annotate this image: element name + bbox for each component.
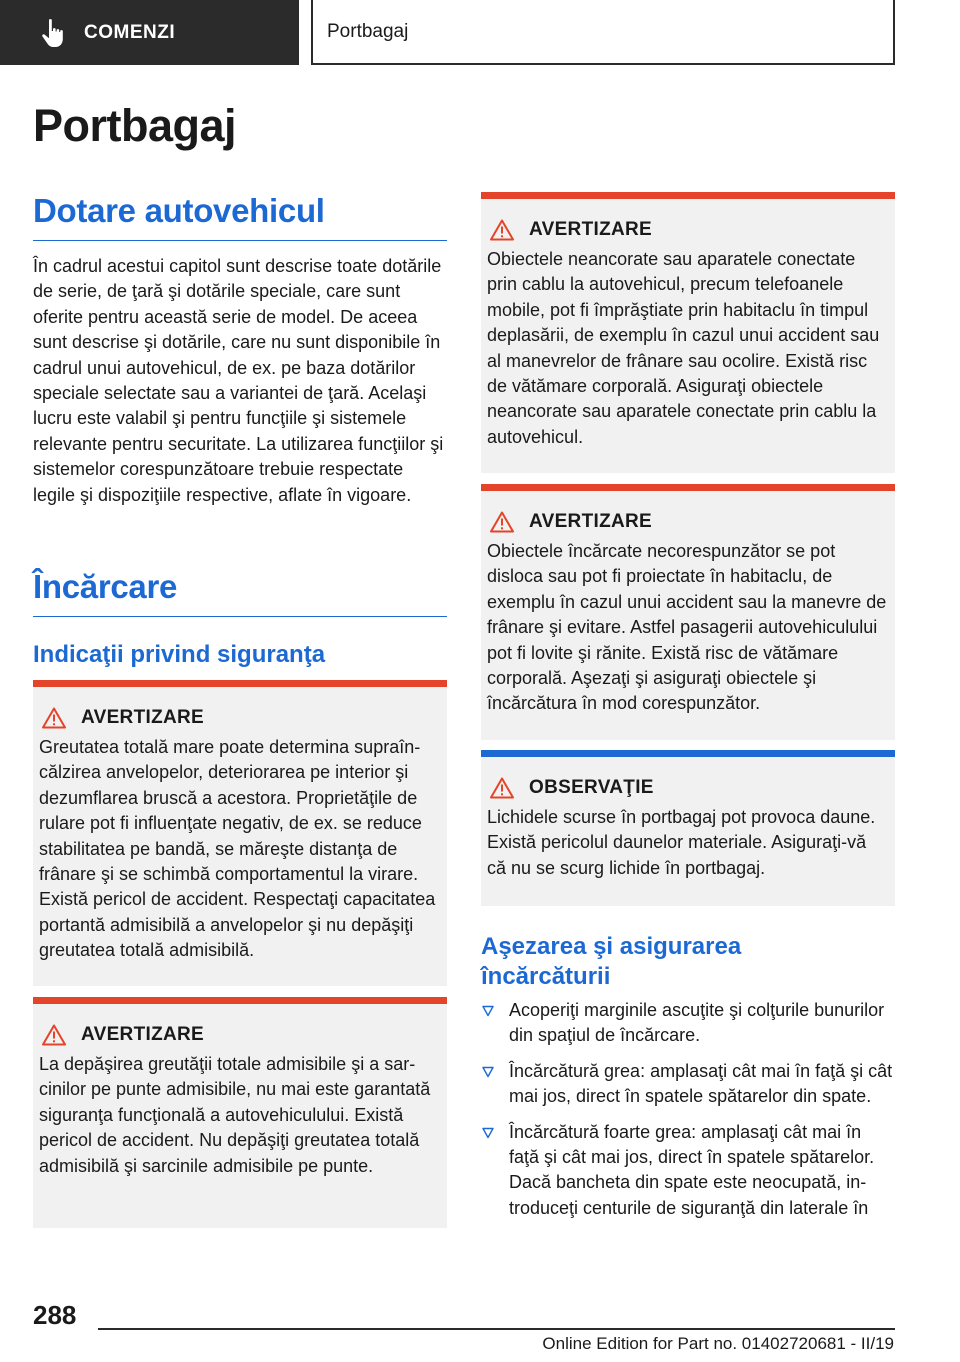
triangle-bullet-icon	[482, 1127, 494, 1139]
list-item: Încărcătură foarte grea: amplasaţi cât mai în faţă şi cât mai jos, direct în spatele spătarelor. Dacă bancheta din spate este neocupată, introduceţi centurile de siguranţă din laterale în	[481, 1120, 895, 1222]
dotare-paragraph: În cadrul acestui capitol sunt descrise toate dotările de serie, de ţară şi dotările speciale, care sunt oferite pentru această serie de model. De aceea sunt descrise şi dotările, care nu sunt disponibile în cadrul unui autovehicul, de ex. pe baza dotărilor speciale selectate sau a variantei de ţară. Acelaşi lucru este valabil şi pentru funcţiile şi sistemele relevante pentru securitate. La utilizarea funcţiilor şi sistemelor corespunzătoare trebuie respectate legile şi dispoziţiile respective, aflate în vigoare.	[33, 256, 444, 505]
warning-triangle-icon	[42, 1024, 66, 1046]
footer-edition: Online Edition for Part no. 01402720681 - II/19	[542, 1334, 894, 1353]
section-tab[interactable]	[0, 0, 299, 65]
warning-box	[33, 680, 447, 986]
warning-title: AVERTIZARE	[81, 707, 204, 728]
warning-text: Obiectele neancorate sau aparatele conectate prin cablu la autovehicul, precum telefoanele mobile, pot fi împrăştiate prin habitaclu în timpul deplasării, de exemplu în cazul unui accident sau al manevrelor de frânare sau ocolire. Există risc de vătămare corporală. Asiguraţi obiectele neancorate sau aparatele conectate prin cablu la autovehicul.	[487, 249, 880, 447]
warning-box	[33, 997, 447, 1228]
page-number: 288	[33, 1300, 77, 1330]
subheading-asezarea: Aşezarea şi asigurarea încărcăturii	[481, 933, 742, 990]
warning-triangle-icon	[42, 707, 66, 729]
page-title: Portbagaj	[33, 100, 237, 151]
triangle-bullet-icon	[482, 1005, 494, 1017]
warning-text: La depăşirea greutăţii totale admisibile şi a sarcinilor pe punte admisibile, nu mai este garantată siguranţa funcţională a autovehiculului. Există pericol de accident. Nu depăşiţi greutatea totală admisibilă şi sarcinile admisibile pe punte.	[39, 1054, 431, 1176]
section-heading-incarcare: Încărcare	[33, 568, 447, 617]
pointing-hand-icon	[40, 18, 66, 48]
notice-title: OBSERVAŢIE	[529, 777, 654, 798]
warning-triangle-icon	[490, 219, 514, 241]
list-item: Acoperiţi marginile ascuţite şi colţurile bunurilor din spaţiul de încărcare.	[481, 998, 895, 1049]
list-item: Încărcătură grea: amplasaţi cât mai în faţă şi cât mai jos, direct în spatele spătarelor din spate.	[481, 1059, 895, 1110]
breadcrumb	[311, 0, 895, 65]
bullet-list	[481, 998, 895, 1231]
notice-text: Lichidele scurse în portbagaj pot provoca daune. Există pericolul daunelor materiale. Asiguraţi-vă că nu se scurg lichide în portbagaj.	[487, 807, 876, 878]
notice-box	[481, 750, 895, 906]
warning-box	[481, 192, 895, 473]
warning-title: AVERTIZARE	[529, 511, 652, 532]
section-tab-label: COMENZI	[84, 21, 176, 43]
warning-triangle-icon	[490, 511, 514, 533]
warning-text: Greutatea totală mare poate determina supraîncălzirea anvelopelor, deteriorarea pe interior şi dezumflarea bruscă a acestora. Proprietăţile de rulare pot fi influenţate negativ, de ex. se reduce stabilitatea pe bandă, se măreşte distanţa de frânare şi se schimbă comportamentul la virare. Există pericol de accident. Respectaţi capacitatea portantă admisibilă a anvelopelor şi nu depăşiţi greutatea totală admisibilă.	[39, 737, 436, 961]
breadcrumb-topic: Portbagaj	[327, 20, 409, 42]
warning-title: AVERTIZARE	[529, 219, 652, 240]
triangle-bullet-icon	[482, 1066, 494, 1078]
subheading-siguranta: Indicaţii privind siguranţa	[33, 641, 326, 668]
section-heading-dotare: Dotare autovehicul	[33, 192, 447, 241]
warning-triangle-icon	[490, 777, 514, 799]
footer-divider	[98, 1328, 895, 1330]
warning-title: AVERTIZARE	[81, 1024, 204, 1045]
warning-box	[481, 484, 895, 740]
warning-text: Obiectele încărcate necorespunzător se pot disloca sau pot fi proiectate în habitaclu, de exemplu în cazul unui accident sau la manevre de frânare şi evitare. Astfel pasagerii autovehiculului pot fi lovite şi rănite. Există risc de vătămare corporală. Aşezaţi şi asiguraţi obiectele şi încărcătura în mod corespunzător.	[487, 541, 887, 714]
